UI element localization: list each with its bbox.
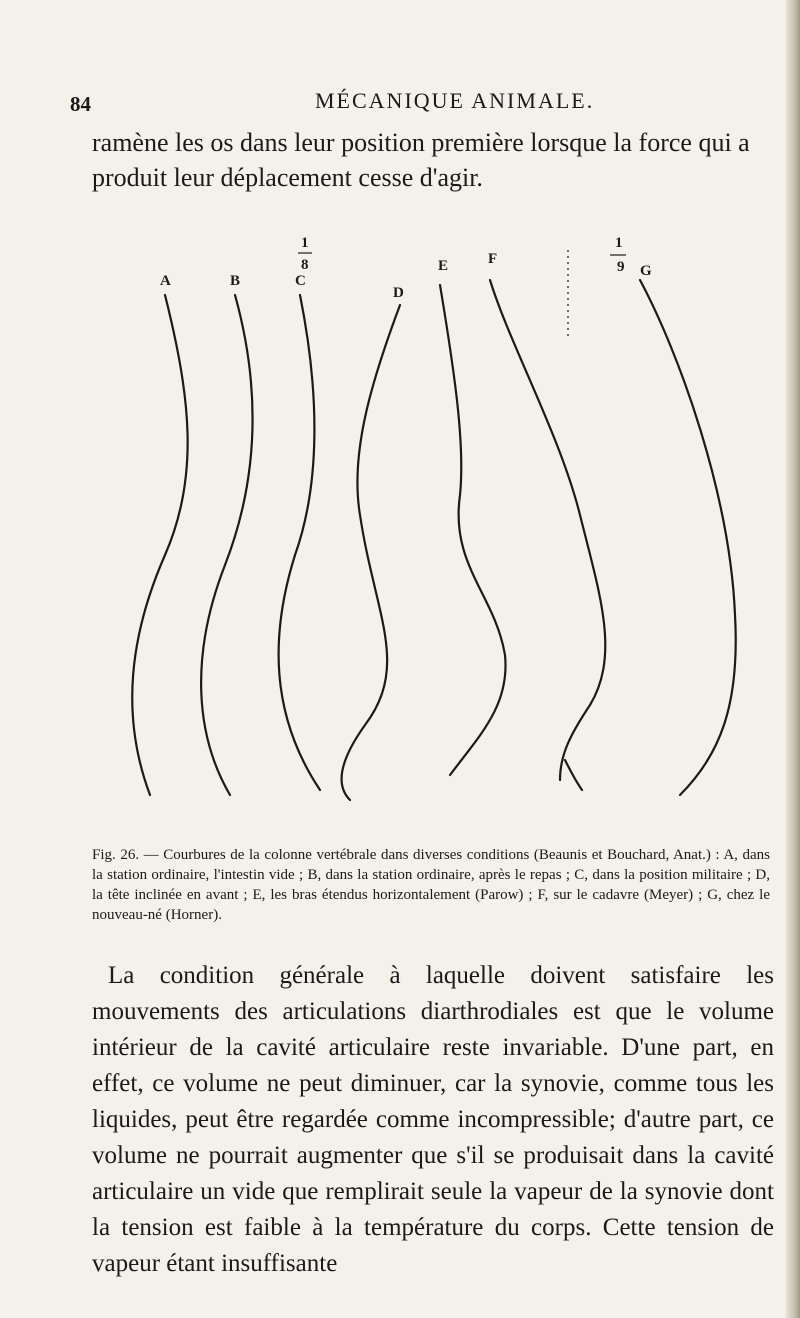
spine-curves-svg	[120, 235, 780, 820]
curve-e	[440, 285, 506, 775]
spine-curvature-figure	[120, 235, 780, 820]
page-number: 84	[70, 92, 91, 116]
label-b: B	[230, 273, 241, 289]
curve-b	[201, 295, 253, 795]
label-f: F	[488, 251, 498, 267]
scale-left-top: 1	[301, 235, 309, 251]
scale-left-bottom: 8	[301, 257, 309, 273]
page-edge-shadow	[786, 0, 800, 1318]
intro-paragraph: ramène les os dans leur position première lorsque la force qui a produit leur déplacement cesse d'agir.	[92, 128, 750, 192]
curve-f	[490, 280, 605, 780]
label-e: E	[438, 258, 449, 274]
curve-a	[132, 295, 187, 795]
curve-d	[342, 305, 400, 800]
curve-c	[279, 295, 320, 790]
running-head: MÉCANIQUE ANIMALE.	[315, 88, 595, 113]
label-d: D	[393, 285, 404, 301]
label-a: A	[160, 273, 171, 289]
figure-caption: Fig. 26. — Courbures de la colonne vertébrale dans diverses conditions (Beaunis et Bouchard, Anat.) : A, dans la station ordinaire, l'intestin vide ; B, dans la station ordinaire, après le repas ; C, dans la position militaire ; D, la tête inclinée en avant ; E, les bras étendus horizontalement (Parow) ; F, sur le cadavre (Meyer) ; G, chez le nouveau-né (Horner).	[92, 847, 770, 923]
body-paragraph: La condition générale à laquelle doivent satisfaire les mouvements des articulations diarthrodiales est que le volume intérieur de la cavité articulaire reste invariable. D'une part, en effet, ce volume ne peut diminuer, car la synovie, comme tous les liquides, peut être regardée comme incompressible; d'autre part, ce volume ne pourrait augmenter que s'il se produisait dans la cavité articulaire un vide que remplirait seule la vapeur de la synovie dont la tension est faible à la température du corps. Cette tension de vapeur étant insuffisante	[92, 962, 774, 1277]
scale-right-top: 1	[615, 235, 623, 251]
label-c: C	[295, 273, 306, 289]
scale-right-bottom: 9	[617, 259, 625, 275]
curve-g	[640, 280, 736, 795]
label-g: G	[640, 263, 652, 279]
curve-f-tail	[565, 760, 582, 790]
